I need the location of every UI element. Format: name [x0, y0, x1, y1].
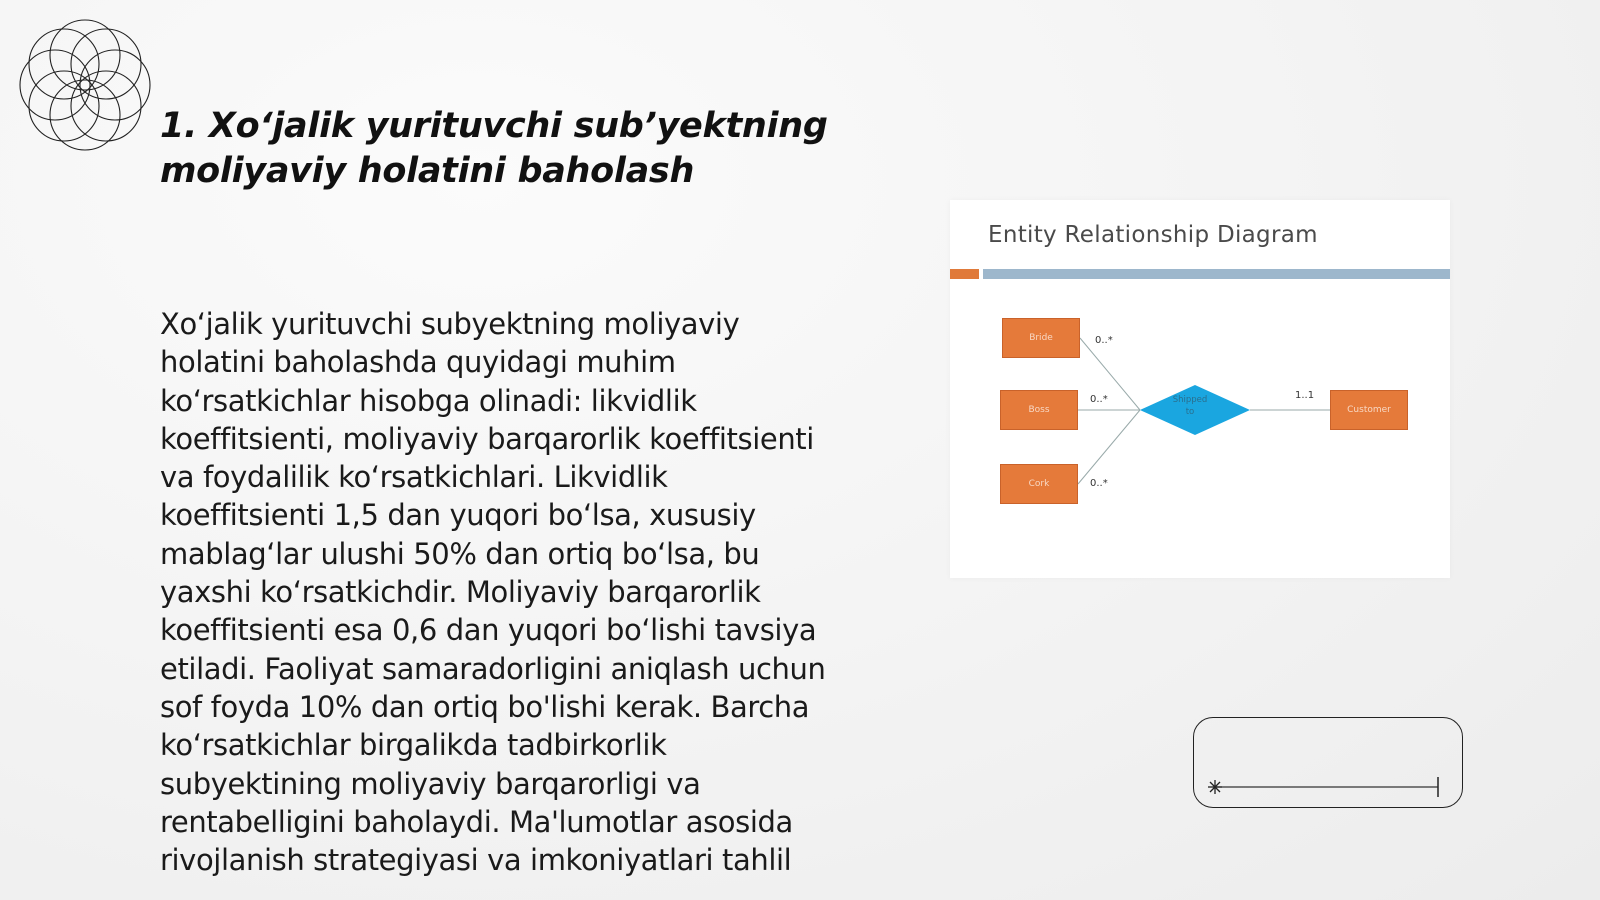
cardinality-label: 0..*: [1095, 335, 1113, 346]
diagram-title: Entity Relationship Diagram: [988, 222, 1318, 248]
cardinality-label: 1..1: [1295, 390, 1315, 401]
slide-body-text: Xo‘jalik yurituvchi subyektning moliyaviy holatini baholashda quyidagi muhim ko‘rsatkichlar hisobga olinadi: likvidlik koeffitsienti, moliyaviy barqarorlik koeffitsienti va foydalilik ko‘rsatkichlari. Likvidlik koeffitsienti 1,5 dan yuqori bo‘lsa, xususiy mablag‘lar ulushi 50% dan ortiq bo‘lsa, bu yaxshi ko‘rsatkichdir. Moliyaviy barqarorlik koeffitsienti esa 0,6 dan yuqori bo‘lishi tavsiya etiladi. Faoliyat samaradorligini aniqlash uchun sof foyda 10% dan ortiq bo'lishi kerak. Barcha ko‘rsatkichlar birgalikda tadbirkorlik subyektining moliyaviy barqarorligi va rentabelligini baholaydi. Ma'lumotlar asosida rivojlanish strategiyasi va imkoniyatlari tahlil: [160, 307, 826, 878]
spirograph-rings-icon: [10, 10, 160, 160]
entity-box: Customer: [1330, 390, 1408, 430]
slide-title: 1. Xo‘jalik yurituvchi sub’yektning moliyaviy holatini baholash: [160, 106, 828, 191]
diagram-connector-lines: [950, 200, 1450, 578]
entity-box: Boss: [1000, 390, 1078, 430]
entity-box: Bride: [1002, 318, 1080, 358]
entity-box: Cork: [1000, 464, 1078, 504]
cardinality-label: 0..*: [1090, 394, 1108, 405]
cardinality-label: 0..*: [1090, 478, 1108, 489]
relationship-label: Shipped to: [1172, 395, 1208, 417]
arrow-connector-icon: [1193, 717, 1463, 808]
entity-relationship-diagram: [950, 200, 1450, 578]
